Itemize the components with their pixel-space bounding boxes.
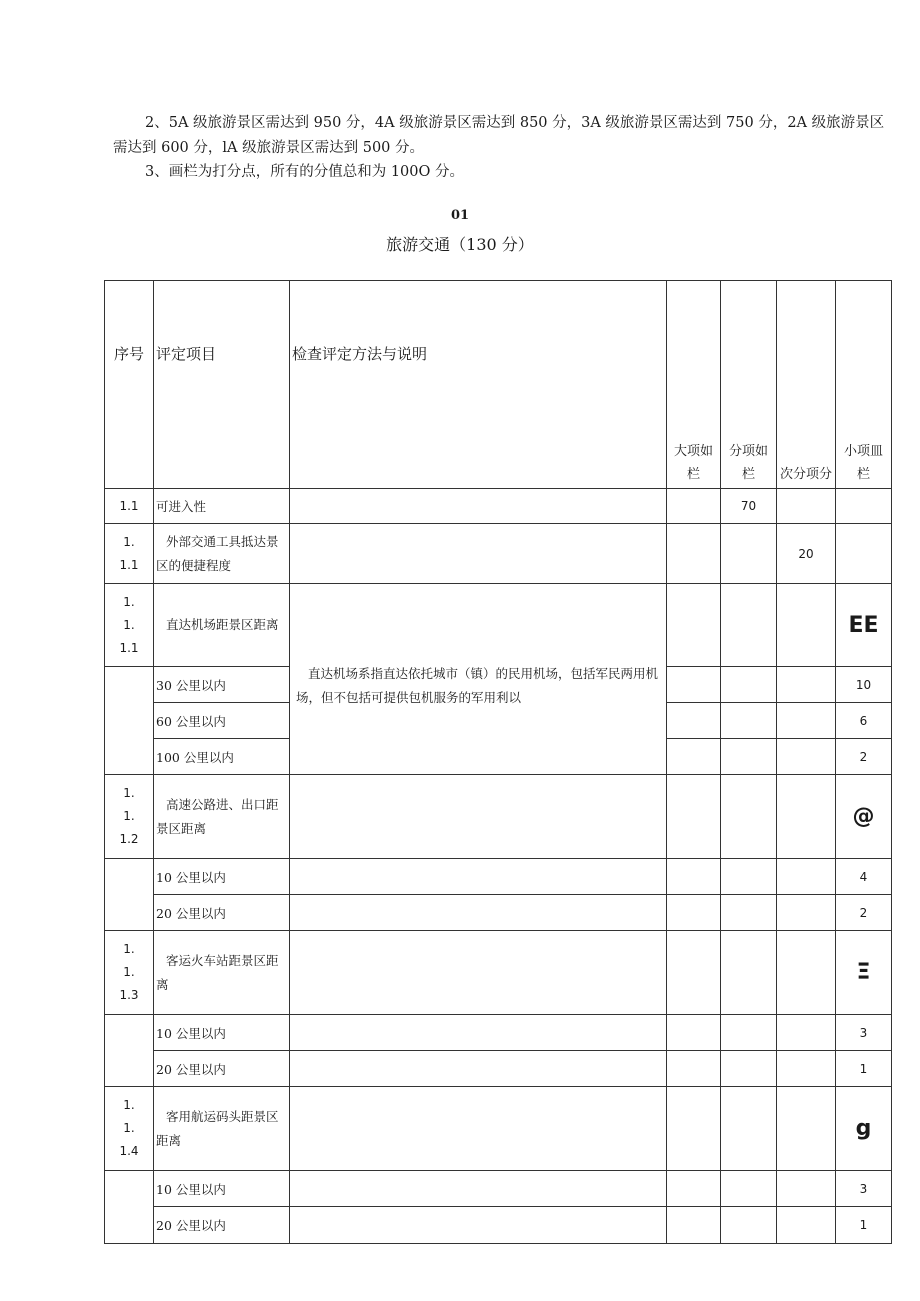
header-sub: 分项如栏 xyxy=(721,281,777,489)
row-minor xyxy=(777,1171,836,1207)
table-row xyxy=(105,895,892,931)
row-sub xyxy=(721,584,777,667)
row-major xyxy=(667,895,721,931)
row-major xyxy=(667,1051,721,1087)
airport-method-note: 直达机场系指直达依托城市（镇）的民用机场，包括军民两用机场，但不包括可提供包机服务的军用利以 xyxy=(296,666,659,705)
header-major: 大项如栏 xyxy=(667,281,721,489)
row-method xyxy=(290,524,667,584)
row-sub xyxy=(721,895,777,931)
row-major xyxy=(667,775,721,859)
row-sub xyxy=(721,739,777,775)
table-row xyxy=(105,859,892,895)
row-minor xyxy=(777,859,836,895)
row-sub xyxy=(721,1087,777,1171)
row-item: 20 公里以内 xyxy=(154,895,290,931)
table-row xyxy=(105,1087,892,1171)
row-sub-score: 70 xyxy=(721,489,777,524)
row-small-score: 2 xyxy=(836,739,892,775)
section-title: 旅游交通（130 分） xyxy=(386,235,534,254)
row-seq: 1. 1. 1.4 xyxy=(105,1087,154,1171)
table-row xyxy=(105,1207,892,1244)
table-row xyxy=(105,1171,892,1207)
row-major xyxy=(667,1015,721,1051)
row-sub xyxy=(721,1051,777,1087)
row-sub xyxy=(721,1171,777,1207)
row-minor xyxy=(777,1015,836,1051)
row-major xyxy=(667,1171,721,1207)
table-header-row xyxy=(105,281,892,489)
table-row xyxy=(105,584,892,667)
row-small-score: 6 xyxy=(836,703,892,739)
row-major xyxy=(667,703,721,739)
row-seq: 1. 1.1 xyxy=(105,524,154,584)
row-seq-empty xyxy=(105,1015,154,1087)
row-minor xyxy=(777,1207,836,1244)
row-item: 20 公里以内 xyxy=(154,1051,290,1087)
row-small xyxy=(836,489,892,524)
table-row xyxy=(105,489,892,524)
row-seq: 1.1 xyxy=(105,489,154,524)
row-major xyxy=(667,1087,721,1171)
row-major xyxy=(667,1207,721,1244)
row-minor xyxy=(777,775,836,859)
row-minor xyxy=(777,703,836,739)
row-small-score: 1 xyxy=(836,1207,892,1244)
row-small-score: 10 xyxy=(836,667,892,703)
row-item: 60 公里以内 xyxy=(154,703,290,739)
row-method xyxy=(290,859,667,895)
row-small-score: 3 xyxy=(836,1171,892,1207)
row-sub xyxy=(721,859,777,895)
row-item: 10 公里以内 xyxy=(154,859,290,895)
row-method xyxy=(290,931,667,1015)
row-sub xyxy=(721,667,777,703)
row-small-score: Ξ xyxy=(836,931,892,1015)
row-method xyxy=(290,895,667,931)
row-seq: 1. 1. 1.3 xyxy=(105,931,154,1015)
row-small-score: EE xyxy=(836,584,892,667)
row-small-score: @ xyxy=(836,775,892,859)
row-item: 可进入性 xyxy=(154,489,290,524)
row-major xyxy=(667,667,721,703)
row-item: 直达机场距景区距离 xyxy=(154,584,290,667)
row-small xyxy=(836,524,892,584)
row-small-score: 3 xyxy=(836,1015,892,1051)
row-major xyxy=(667,489,721,524)
row-item: 10 公里以内 xyxy=(154,1171,290,1207)
row-minor-score: 20 xyxy=(777,524,836,584)
row-sub xyxy=(721,1207,777,1244)
row-method xyxy=(290,1015,667,1051)
table-row xyxy=(105,931,892,1015)
row-seq: 1. 1. 1.2 xyxy=(105,775,154,859)
row-seq-empty xyxy=(105,667,154,775)
row-sub xyxy=(721,1015,777,1051)
scoring-table xyxy=(104,280,892,1244)
row-major xyxy=(667,584,721,667)
row-sub xyxy=(721,703,777,739)
row-seq-empty xyxy=(105,1171,154,1244)
row-minor xyxy=(777,667,836,703)
row-minor xyxy=(777,931,836,1015)
header-seq: 序号 xyxy=(105,281,154,489)
row-minor xyxy=(777,895,836,931)
row-item: 20 公里以内 xyxy=(154,1207,290,1244)
row-small-score: 1 xyxy=(836,1051,892,1087)
row-method xyxy=(290,775,667,859)
row-minor xyxy=(777,739,836,775)
row-seq: 1. 1. 1.1 xyxy=(105,584,154,667)
row-minor xyxy=(777,1087,836,1171)
header-item: 评定项目 xyxy=(154,281,290,489)
row-item: 100 公里以内 xyxy=(154,739,290,775)
table-row xyxy=(105,1015,892,1051)
row-item: 30 公里以内 xyxy=(154,667,290,703)
row-major xyxy=(667,739,721,775)
header-method: 检查评定方法与说明 xyxy=(290,281,667,489)
row-item: 客用航运码头距景区距离 xyxy=(154,1087,290,1171)
row-method xyxy=(290,1207,667,1244)
row-major xyxy=(667,524,721,584)
row-major xyxy=(667,859,721,895)
row-minor xyxy=(777,1051,836,1087)
row-small-score: 4 xyxy=(836,859,892,895)
row-method xyxy=(290,1051,667,1087)
row-method xyxy=(290,584,667,775)
row-method xyxy=(290,489,667,524)
row-sub xyxy=(721,775,777,859)
row-sub xyxy=(721,931,777,1015)
row-major xyxy=(667,931,721,1015)
row-small-score: g xyxy=(836,1087,892,1171)
row-item: 外部交通工具抵达景区的便捷程度 xyxy=(154,524,290,584)
row-small-score: 2 xyxy=(836,895,892,931)
row-minor xyxy=(777,489,836,524)
intro-paragraph-1: 2、5A 级旅游景区需达到 950 分，4A 级旅游景区需达到 850 分，3A 级旅游景区需达到 750 分，2A 级旅游景区需达到 600 分，lA 级旅游景区需达到 500 分。 xyxy=(113,115,885,156)
row-item: 客运火车站距景区距离 xyxy=(154,931,290,1015)
row-minor xyxy=(777,584,836,667)
header-minor: 次分项分 xyxy=(777,281,836,489)
table-row xyxy=(105,524,892,584)
section-number: 01 xyxy=(450,208,470,223)
intro-paragraph-2: 3、画栏为打分点，所有的分值总和为 100O 分。 xyxy=(145,164,465,180)
row-method xyxy=(290,1171,667,1207)
row-item: 10 公里以内 xyxy=(154,1015,290,1051)
header-small: 小项皿栏 xyxy=(836,281,892,489)
row-method xyxy=(290,1087,667,1171)
table-row xyxy=(105,775,892,859)
row-seq-empty xyxy=(105,859,154,931)
table-row xyxy=(105,1051,892,1087)
row-sub xyxy=(721,524,777,584)
row-item: 高速公路进、出口距景区距离 xyxy=(154,775,290,859)
